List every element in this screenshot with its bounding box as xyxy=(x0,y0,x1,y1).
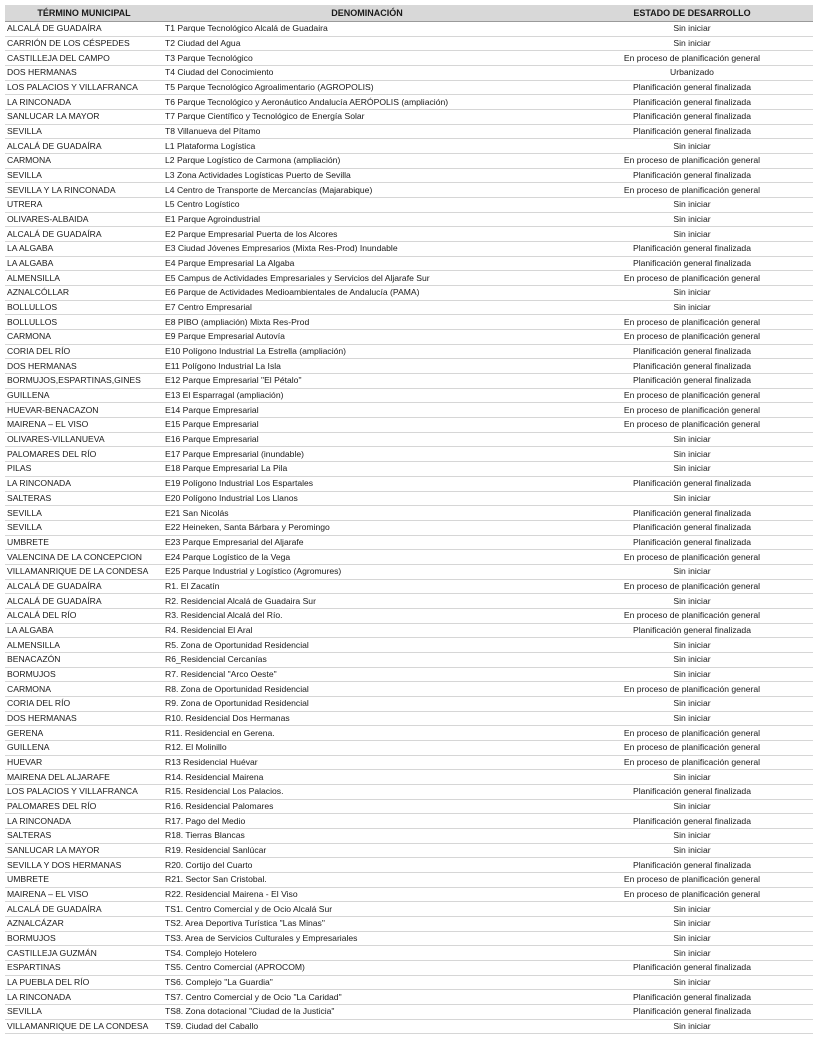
table-row xyxy=(5,682,813,697)
table-row xyxy=(5,22,813,37)
table-row xyxy=(5,931,813,946)
termino-municipal-cell: CARMONA xyxy=(5,154,163,169)
table-row xyxy=(5,66,813,81)
termino-municipal-cell: ALCALÁ DE GUADAÍRA xyxy=(5,227,163,242)
denominacion-cell: R19. Residencial Sanlúcar xyxy=(163,843,571,858)
table-row xyxy=(5,80,813,95)
table-row xyxy=(5,124,813,139)
denominacion-cell: E19 Polígono Industrial Los Espartales xyxy=(163,476,571,491)
estado-desarrollo-cell: En proceso de planificación general xyxy=(571,682,813,697)
termino-municipal-cell: GUILLENA xyxy=(5,388,163,403)
planning-table xyxy=(5,5,813,1034)
estado-desarrollo-cell: Sin iniciar xyxy=(571,462,813,477)
denominacion-cell: R12. El Molinillo xyxy=(163,740,571,755)
table-row xyxy=(5,256,813,271)
termino-municipal-cell: ALCALÁ DE GUADAÍRA xyxy=(5,902,163,917)
estado-desarrollo-cell: En proceso de planificación general xyxy=(571,740,813,755)
termino-municipal-cell: GERENA xyxy=(5,726,163,741)
termino-municipal-cell: PILAS xyxy=(5,462,163,477)
denominacion-cell: TS3. Area de Servicios Culturales y Empresariales xyxy=(163,931,571,946)
estado-desarrollo-cell: Sin iniciar xyxy=(571,828,813,843)
termino-municipal-cell: MAIRENA DEL ALJARAFE xyxy=(5,770,163,785)
termino-municipal-cell: SANLUCAR LA MAYOR xyxy=(5,843,163,858)
table-row xyxy=(5,344,813,359)
denominacion-cell: E21 San Nicolás xyxy=(163,506,571,521)
table-row xyxy=(5,418,813,433)
termino-municipal-cell: UTRERA xyxy=(5,198,163,213)
table-row xyxy=(5,975,813,990)
table-row xyxy=(5,916,813,931)
termino-municipal-cell: BOLLULLOS xyxy=(5,315,163,330)
estado-desarrollo-cell: Sin iniciar xyxy=(571,946,813,961)
table-row xyxy=(5,139,813,154)
estado-desarrollo-cell: Sin iniciar xyxy=(571,711,813,726)
termino-municipal-cell: AZNALCÁZAR xyxy=(5,916,163,931)
termino-municipal-cell: ALCALÁ DEL RÍO xyxy=(5,608,163,623)
denominacion-cell: TS4. Complejo Hotelero xyxy=(163,946,571,961)
denominacion-cell: R10. Residencial Dos Hermanas xyxy=(163,711,571,726)
estado-desarrollo-cell: En proceso de planificación general xyxy=(571,550,813,565)
estado-desarrollo-cell: Urbanizado xyxy=(571,66,813,81)
denominacion-cell: L5 Centro Logístico xyxy=(163,198,571,213)
denominacion-cell: E6 Parque de Actividades Medioambientales de Andalucía (PAMA) xyxy=(163,286,571,301)
estado-desarrollo-cell: Sin iniciar xyxy=(571,594,813,609)
termino-municipal-cell: MAIRENA – EL VISO xyxy=(5,418,163,433)
table-row xyxy=(5,784,813,799)
table-row xyxy=(5,550,813,565)
table-row xyxy=(5,520,813,535)
table-row xyxy=(5,476,813,491)
table-row xyxy=(5,227,813,242)
denominacion-cell: T3 Parque Tecnológico xyxy=(163,51,571,66)
table-row xyxy=(5,858,813,873)
estado-desarrollo-cell: Sin iniciar xyxy=(571,447,813,462)
denominacion-cell: TS9. Ciudad del Caballo xyxy=(163,1019,571,1034)
termino-municipal-cell: SEVILLA Y LA RINCONADA xyxy=(5,183,163,198)
table-row xyxy=(5,36,813,51)
termino-municipal-cell: LA PUEBLA DEL RÍO xyxy=(5,975,163,990)
table-row xyxy=(5,286,813,301)
denominacion-cell: E3 Ciudad Jóvenes Empresarios (Mixta Res-Prod) Inundable xyxy=(163,242,571,257)
estado-desarrollo-cell: En proceso de planificación general xyxy=(571,726,813,741)
termino-municipal-cell: HUEVAR xyxy=(5,755,163,770)
estado-desarrollo-cell: En proceso de planificación general xyxy=(571,388,813,403)
table-row xyxy=(5,828,813,843)
table-row xyxy=(5,887,813,902)
termino-municipal-cell: CORIA DEL RÍO xyxy=(5,696,163,711)
termino-municipal-cell: SALTERAS xyxy=(5,491,163,506)
estado-desarrollo-cell: En proceso de planificación general xyxy=(571,183,813,198)
denominacion-cell: T5 Parque Tecnológico Agroalimentario (AGROPOLIS) xyxy=(163,80,571,95)
estado-desarrollo-cell: Planificación general finalizada xyxy=(571,784,813,799)
denominacion-cell: T4 Ciudad del Conocimiento xyxy=(163,66,571,81)
estado-desarrollo-cell: Planificación general finalizada xyxy=(571,535,813,550)
table-header xyxy=(5,5,813,22)
estado-desarrollo-cell: Sin iniciar xyxy=(571,696,813,711)
table-row xyxy=(5,799,813,814)
denominacion-cell: R20. Cortijo del Cuarto xyxy=(163,858,571,873)
estado-desarrollo-cell: Planificación general finalizada xyxy=(571,990,813,1005)
denominacion-cell: T8 Villanueva del Pítamo xyxy=(163,124,571,139)
table-row xyxy=(5,359,813,374)
denominacion-cell: R5. Zona de Oportunidad Residencial xyxy=(163,638,571,653)
table-row xyxy=(5,814,813,829)
estado-desarrollo-cell: Planificación general finalizada xyxy=(571,344,813,359)
termino-municipal-cell: DOS HERMANAS xyxy=(5,711,163,726)
estado-desarrollo-cell: Planificación general finalizada xyxy=(571,124,813,139)
estado-desarrollo-cell: Planificación general finalizada xyxy=(571,242,813,257)
table-row xyxy=(5,740,813,755)
denominacion-cell: R11. Residencial en Gerena. xyxy=(163,726,571,741)
estado-desarrollo-cell: En proceso de planificación general xyxy=(571,315,813,330)
denominacion-cell: E13 El Esparragal (ampliación) xyxy=(163,388,571,403)
termino-municipal-cell: LOS PALACIOS Y VILLAFRANCA xyxy=(5,80,163,95)
denominacion-cell: E15 Parque Empresarial xyxy=(163,418,571,433)
table-row xyxy=(5,168,813,183)
denominacion-cell: E14 Parque Empresarial xyxy=(163,403,571,418)
table-row xyxy=(5,242,813,257)
estado-desarrollo-cell: Sin iniciar xyxy=(571,770,813,785)
termino-municipal-cell: SALTERAS xyxy=(5,828,163,843)
termino-municipal-cell: ALCALÁ DE GUADAÍRA xyxy=(5,579,163,594)
termino-municipal-cell: CARRIÓN DE LOS CÉSPEDES xyxy=(5,36,163,51)
termino-municipal-cell: ALCALÁ DE GUADAÍRA xyxy=(5,139,163,154)
termino-municipal-cell: BENACAZÓN xyxy=(5,652,163,667)
termino-municipal-cell: BORMUJOS xyxy=(5,667,163,682)
denominacion-cell: E7 Centro Empresarial xyxy=(163,300,571,315)
denominacion-cell: E22 Heineken, Santa Bárbara y Peromingo xyxy=(163,520,571,535)
denominacion-cell: E8 PIBO (ampliación) Mixta Res-Prod xyxy=(163,315,571,330)
table-row xyxy=(5,667,813,682)
denominacion-cell: E12 Parque Empresarial "El Pétalo" xyxy=(163,374,571,389)
table-row xyxy=(5,51,813,66)
denominacion-cell: E1 Parque Agroindustrial xyxy=(163,212,571,227)
termino-municipal-cell: UMBRETE xyxy=(5,535,163,550)
table-row xyxy=(5,462,813,477)
estado-desarrollo-cell: Sin iniciar xyxy=(571,799,813,814)
table-row xyxy=(5,110,813,125)
termino-municipal-cell: OLIVARES-ALBAIDA xyxy=(5,212,163,227)
termino-municipal-cell: ALMENSILLA xyxy=(5,271,163,286)
denominacion-cell: T6 Parque Tecnológico y Aeronáutico Andalucía AERÓPOLIS (ampliación) xyxy=(163,95,571,110)
denominacion-cell: L1 Plataforma Logística xyxy=(163,139,571,154)
termino-municipal-cell: SEVILLA xyxy=(5,1005,163,1020)
estado-desarrollo-cell: En proceso de planificación general xyxy=(571,579,813,594)
table-row xyxy=(5,198,813,213)
header-denominacion: DENOMINACIÓN xyxy=(163,5,571,22)
estado-desarrollo-cell: Planificación general finalizada xyxy=(571,623,813,638)
header-estado-desarrollo: ESTADO DE DESARROLLO xyxy=(571,5,813,22)
denominacion-cell: E10 Polígono Industrial La Estrella (ampliación) xyxy=(163,344,571,359)
estado-desarrollo-cell: Planificación general finalizada xyxy=(571,256,813,271)
table-row xyxy=(5,564,813,579)
denominacion-cell: L2 Parque Logístico de Carmona (ampliación) xyxy=(163,154,571,169)
termino-municipal-cell: GUILLENA xyxy=(5,740,163,755)
termino-municipal-cell: OLIVARES-VILLANUEVA xyxy=(5,432,163,447)
table-row xyxy=(5,652,813,667)
estado-desarrollo-cell: Sin iniciar xyxy=(571,843,813,858)
termino-municipal-cell: PALOMARES DEL RÍO xyxy=(5,447,163,462)
denominacion-cell: R4. Residencial El Aral xyxy=(163,623,571,638)
denominacion-cell: E24 Parque Logístico de la Vega xyxy=(163,550,571,565)
estado-desarrollo-cell: En proceso de planificación general xyxy=(571,755,813,770)
denominacion-cell: T1 Parque Tecnológico Alcalá de Guadaira xyxy=(163,22,571,37)
header-row xyxy=(5,5,813,22)
termino-municipal-cell: BOLLULLOS xyxy=(5,300,163,315)
estado-desarrollo-cell: Sin iniciar xyxy=(571,916,813,931)
estado-desarrollo-cell: Sin iniciar xyxy=(571,902,813,917)
estado-desarrollo-cell: Sin iniciar xyxy=(571,139,813,154)
denominacion-cell: R18. Tierras Blancas xyxy=(163,828,571,843)
estado-desarrollo-cell: Sin iniciar xyxy=(571,638,813,653)
termino-municipal-cell: LA RINCONADA xyxy=(5,814,163,829)
denominacion-cell: TS5. Centro Comercial (APROCOM) xyxy=(163,961,571,976)
estado-desarrollo-cell: En proceso de planificación general xyxy=(571,608,813,623)
estado-desarrollo-cell: Sin iniciar xyxy=(571,198,813,213)
estado-desarrollo-cell: En proceso de planificación general xyxy=(571,271,813,286)
denominacion-cell: R15. Residencial Los Palacios. xyxy=(163,784,571,799)
estado-desarrollo-cell: Planificación general finalizada xyxy=(571,95,813,110)
denominacion-cell: R16. Residencial Palomares xyxy=(163,799,571,814)
termino-municipal-cell: MAIRENA – EL VISO xyxy=(5,887,163,902)
denominacion-cell: R9. Zona de Oportunidad Residencial xyxy=(163,696,571,711)
termino-municipal-cell: LA ALGABA xyxy=(5,623,163,638)
termino-municipal-cell: ALCALÁ DE GUADAÍRA xyxy=(5,22,163,37)
estado-desarrollo-cell: En proceso de planificación general xyxy=(571,872,813,887)
table-row xyxy=(5,154,813,169)
estado-desarrollo-cell: Sin iniciar xyxy=(571,212,813,227)
termino-municipal-cell: ALMENSILLA xyxy=(5,638,163,653)
denominacion-cell: E9 Parque Empresarial Autovía xyxy=(163,330,571,345)
termino-municipal-cell: SANLUCAR LA MAYOR xyxy=(5,110,163,125)
table-row xyxy=(5,638,813,653)
denominacion-cell: R14. Residencial Mairena xyxy=(163,770,571,785)
table-row xyxy=(5,212,813,227)
denominacion-cell: R8. Zona de Oportunidad Residencial xyxy=(163,682,571,697)
table-row xyxy=(5,726,813,741)
denominacion-cell: R22. Residencial Mairena - El Viso xyxy=(163,887,571,902)
table-row xyxy=(5,330,813,345)
table-row xyxy=(5,872,813,887)
estado-desarrollo-cell: Sin iniciar xyxy=(571,975,813,990)
table-row xyxy=(5,388,813,403)
denominacion-cell: L3 Zona Actividades Logísticas Puerto de Sevilla xyxy=(163,168,571,183)
denominacion-cell: T2 Ciudad del Agua xyxy=(163,36,571,51)
denominacion-cell: R2. Residencial Alcalá de Guadaira Sur xyxy=(163,594,571,609)
table-row xyxy=(5,961,813,976)
termino-municipal-cell: PALOMARES DEL RÍO xyxy=(5,799,163,814)
table-row xyxy=(5,902,813,917)
denominacion-cell: L4 Centro de Transporte de Mercancías (Majarabique) xyxy=(163,183,571,198)
table-row xyxy=(5,403,813,418)
termino-municipal-cell: VALENCINA DE LA CONCEPCION xyxy=(5,550,163,565)
denominacion-cell: R1. El Zacatín xyxy=(163,579,571,594)
estado-desarrollo-cell: Sin iniciar xyxy=(571,432,813,447)
document-page xyxy=(5,5,813,1034)
termino-municipal-cell: VILLAMANRIQUE DE LA CONDESA xyxy=(5,564,163,579)
estado-desarrollo-cell: Sin iniciar xyxy=(571,1019,813,1034)
estado-desarrollo-cell: Sin iniciar xyxy=(571,22,813,37)
estado-desarrollo-cell: Planificación general finalizada xyxy=(571,168,813,183)
estado-desarrollo-cell: Planificación general finalizada xyxy=(571,506,813,521)
termino-municipal-cell: AZNALCÓLLAR xyxy=(5,286,163,301)
estado-desarrollo-cell: Sin iniciar xyxy=(571,931,813,946)
denominacion-cell: E5 Campus de Actividades Empresariales y Servicios del Aljarafe Sur xyxy=(163,271,571,286)
denominacion-cell: R3. Residencial Alcalá del Río. xyxy=(163,608,571,623)
estado-desarrollo-cell: Planificación general finalizada xyxy=(571,374,813,389)
termino-municipal-cell: DOS HERMANAS xyxy=(5,66,163,81)
denominacion-cell: TS6. Complejo "La Guardia" xyxy=(163,975,571,990)
table-row xyxy=(5,770,813,785)
estado-desarrollo-cell: Sin iniciar xyxy=(571,652,813,667)
estado-desarrollo-cell: Sin iniciar xyxy=(571,564,813,579)
estado-desarrollo-cell: Sin iniciar xyxy=(571,667,813,682)
denominacion-cell: TS1. Centro Comercial y de Ocio Alcalá Sur xyxy=(163,902,571,917)
table-row xyxy=(5,447,813,462)
estado-desarrollo-cell: Sin iniciar xyxy=(571,286,813,301)
termino-municipal-cell: LA ALGABA xyxy=(5,256,163,271)
table-row xyxy=(5,315,813,330)
estado-desarrollo-cell: Planificación general finalizada xyxy=(571,961,813,976)
estado-desarrollo-cell: En proceso de planificación general xyxy=(571,418,813,433)
table-row xyxy=(5,432,813,447)
denominacion-cell: R6_Residencial Cercanías xyxy=(163,652,571,667)
estado-desarrollo-cell: Planificación general finalizada xyxy=(571,814,813,829)
estado-desarrollo-cell: En proceso de planificación general xyxy=(571,51,813,66)
table-row xyxy=(5,594,813,609)
termino-municipal-cell: VILLAMANRIQUE DE LA CONDESA xyxy=(5,1019,163,1034)
table-row xyxy=(5,95,813,110)
termino-municipal-cell: SEVILLA xyxy=(5,168,163,183)
denominacion-cell: T7 Parque Científico y Tecnológico de Energía Solar xyxy=(163,110,571,125)
table-row xyxy=(5,711,813,726)
denominacion-cell: TS7. Centro Comercial y de Ocio "La Caridad" xyxy=(163,990,571,1005)
termino-municipal-cell: LA ALGABA xyxy=(5,242,163,257)
termino-municipal-cell: UMBRETE xyxy=(5,872,163,887)
table-row xyxy=(5,623,813,638)
termino-municipal-cell: ALCALÁ DE GUADAÍRA xyxy=(5,594,163,609)
denominacion-cell: E23 Parque Empresarial del Aljarafe xyxy=(163,535,571,550)
table-row xyxy=(5,491,813,506)
termino-municipal-cell: CARMONA xyxy=(5,330,163,345)
estado-desarrollo-cell: En proceso de planificación general xyxy=(571,154,813,169)
table-row xyxy=(5,990,813,1005)
estado-desarrollo-cell: Planificación general finalizada xyxy=(571,80,813,95)
estado-desarrollo-cell: Planificación general finalizada xyxy=(571,858,813,873)
estado-desarrollo-cell: Sin iniciar xyxy=(571,227,813,242)
estado-desarrollo-cell: Sin iniciar xyxy=(571,300,813,315)
termino-municipal-cell: LA RINCONADA xyxy=(5,990,163,1005)
table-row xyxy=(5,1019,813,1034)
table-row xyxy=(5,183,813,198)
denominacion-cell: TS2. Area Deportiva Turística "Las Minas" xyxy=(163,916,571,931)
table-row xyxy=(5,946,813,961)
table-row xyxy=(5,300,813,315)
table-row xyxy=(5,579,813,594)
termino-municipal-cell: LA RINCONADA xyxy=(5,95,163,110)
termino-municipal-cell: CASTILLEJA GUZMÁN xyxy=(5,946,163,961)
estado-desarrollo-cell: Sin iniciar xyxy=(571,36,813,51)
estado-desarrollo-cell: Planificación general finalizada xyxy=(571,110,813,125)
table-row xyxy=(5,608,813,623)
denominacion-cell: E11 Polígono Industrial La Isla xyxy=(163,359,571,374)
termino-municipal-cell: CARMONA xyxy=(5,682,163,697)
denominacion-cell: R17. Pago del Medio xyxy=(163,814,571,829)
termino-municipal-cell: CORIA DEL RÍO xyxy=(5,344,163,359)
termino-municipal-cell: SEVILLA xyxy=(5,506,163,521)
termino-municipal-cell: ESPARTINAS xyxy=(5,961,163,976)
table-row xyxy=(5,696,813,711)
denominacion-cell: R7. Residencial "Arco Oeste" xyxy=(163,667,571,682)
termino-municipal-cell: BORMUJOS xyxy=(5,931,163,946)
header-termino-municipal: TÉRMINO MUNICIPAL xyxy=(5,5,163,22)
table-body xyxy=(5,22,813,1034)
denominacion-cell: E2 Parque Empresarial Puerta de los Alcores xyxy=(163,227,571,242)
denominacion-cell: E17 Parque Empresarial (inundable) xyxy=(163,447,571,462)
table-row xyxy=(5,843,813,858)
estado-desarrollo-cell: Planificación general finalizada xyxy=(571,520,813,535)
termino-municipal-cell: CASTILLEJA DEL CAMPO xyxy=(5,51,163,66)
table-row xyxy=(5,535,813,550)
termino-municipal-cell: DOS HERMANAS xyxy=(5,359,163,374)
estado-desarrollo-cell: En proceso de planificación general xyxy=(571,403,813,418)
termino-municipal-cell: HUEVAR-BENACAZON xyxy=(5,403,163,418)
denominacion-cell: E18 Parque Empresarial La Pila xyxy=(163,462,571,477)
denominacion-cell: E25 Parque Industrial y Logístico (Agromures) xyxy=(163,564,571,579)
denominacion-cell: E16 Parque Empresarial xyxy=(163,432,571,447)
table-row xyxy=(5,1005,813,1020)
estado-desarrollo-cell: Planificación general finalizada xyxy=(571,476,813,491)
estado-desarrollo-cell: Planificación general finalizada xyxy=(571,1005,813,1020)
estado-desarrollo-cell: Sin iniciar xyxy=(571,491,813,506)
table-row xyxy=(5,755,813,770)
termino-municipal-cell: LOS PALACIOS Y VILLAFRANCA xyxy=(5,784,163,799)
denominacion-cell: TS8. Zona dotacional "Ciudad de la Justicia" xyxy=(163,1005,571,1020)
termino-municipal-cell: BORMUJOS,ESPARTINAS,GINES xyxy=(5,374,163,389)
denominacion-cell: E20 Polígono Industrial Los Llanos xyxy=(163,491,571,506)
table-row xyxy=(5,374,813,389)
estado-desarrollo-cell: En proceso de planificación general xyxy=(571,330,813,345)
denominacion-cell: R13 Residencial Huévar xyxy=(163,755,571,770)
estado-desarrollo-cell: Planificación general finalizada xyxy=(571,359,813,374)
estado-desarrollo-cell: En proceso de planificación general xyxy=(571,887,813,902)
denominacion-cell: E4 Parque Empresarial La Algaba xyxy=(163,256,571,271)
termino-municipal-cell: SEVILLA xyxy=(5,124,163,139)
denominacion-cell: R21. Sector San Cristobal. xyxy=(163,872,571,887)
table-row xyxy=(5,506,813,521)
table-row xyxy=(5,271,813,286)
termino-municipal-cell: SEVILLA xyxy=(5,520,163,535)
termino-municipal-cell: LA RINCONADA xyxy=(5,476,163,491)
termino-municipal-cell: SEVILLA Y DOS HERMANAS xyxy=(5,858,163,873)
